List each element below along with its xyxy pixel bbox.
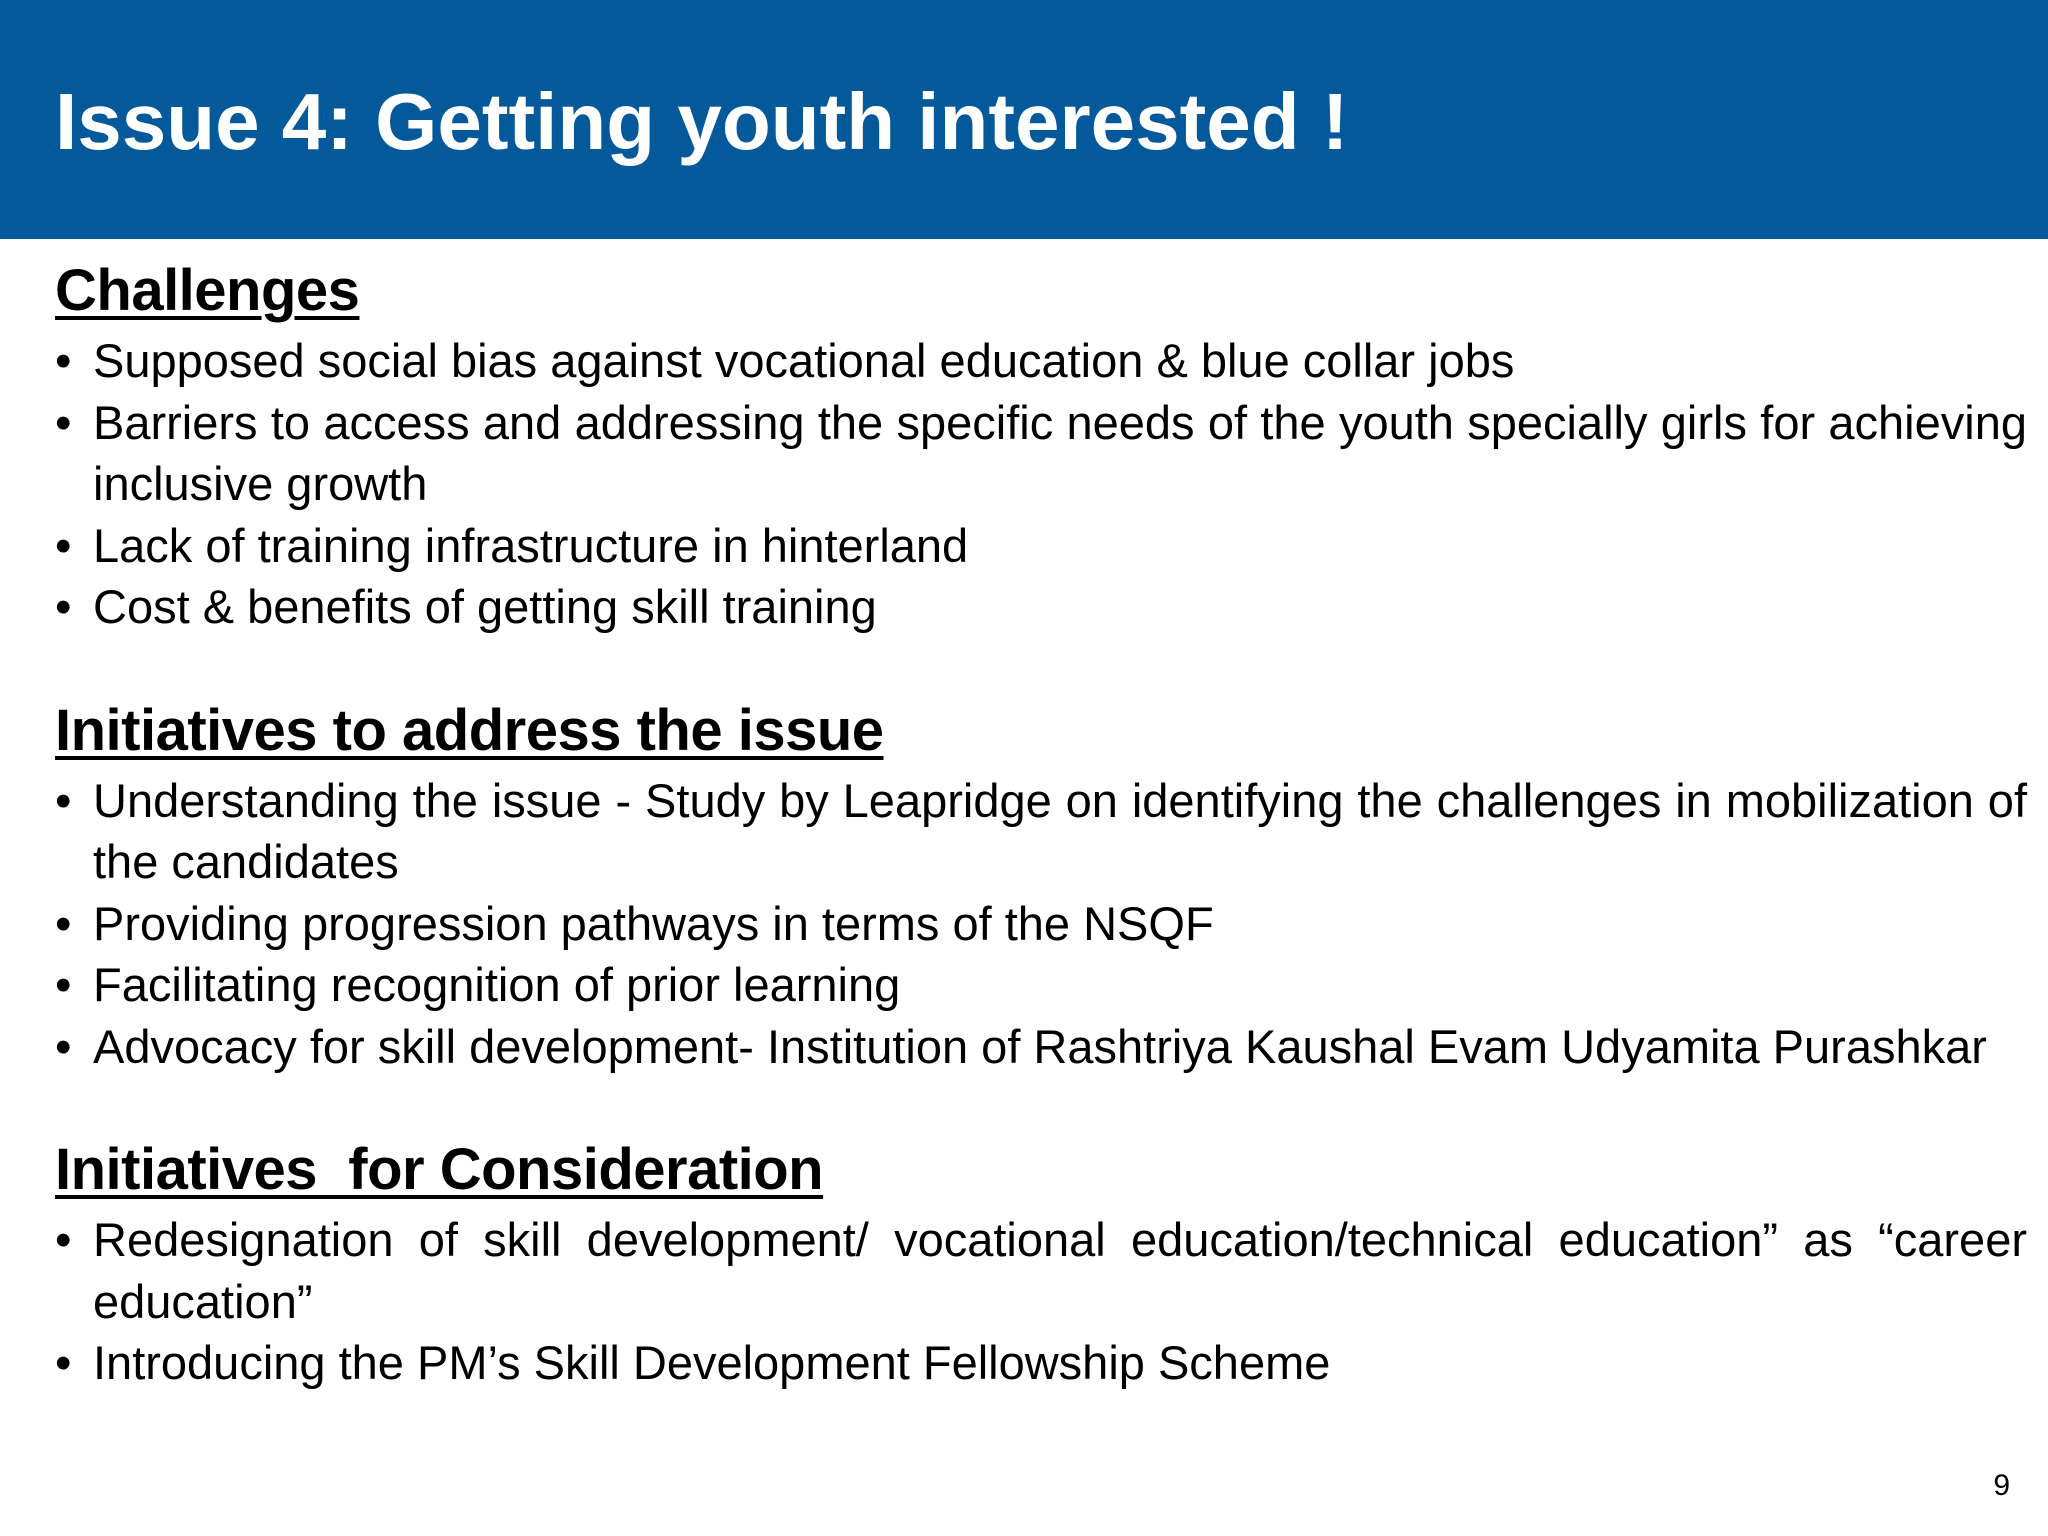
bullet-icon: • xyxy=(55,1213,72,1266)
section-heading-initiatives-consideration: Initiatives for Consideration xyxy=(55,1137,824,1202)
list-item-text: Barriers to access and addressing the specific needs of the youth specially girls for achieving inclusive growth xyxy=(93,395,2027,510)
slide-title: Issue 4: Getting youth interested ! xyxy=(55,77,1349,166)
list-item-text: Cost & benefits of getting skill training xyxy=(93,580,877,633)
title-bar xyxy=(0,0,2048,239)
bullet-icon: • xyxy=(55,518,72,572)
list-item-text: Introducing the PM’s Skill Development Fellowship Scheme xyxy=(93,1336,1331,1389)
bullet-list-challenges xyxy=(55,330,2027,638)
list-item xyxy=(55,1016,2027,1078)
list-item-text: Advocacy for skill development- Institution of Rashtriya Kaushal Evam Udyamita Purashkar xyxy=(93,1019,1987,1073)
section-heading-challenges: Challenges xyxy=(55,258,360,323)
bullet-list-initiatives-consideration xyxy=(55,1209,2027,1394)
bullet-icon: • xyxy=(55,580,72,633)
list-item-text: Redesignation of skill development/ vocational education/technical education” as “career education” xyxy=(93,1213,2027,1328)
section-initiatives-address xyxy=(55,694,2027,1078)
bullet-icon: • xyxy=(55,395,72,449)
list-item-text: Understanding the issue - Study by Leapridge on identifying the challenges in mobilization of the candidates xyxy=(93,773,2027,888)
bullet-icon: • xyxy=(55,896,72,950)
slide-content xyxy=(55,254,2027,1394)
bullet-list-initiatives-address xyxy=(55,770,2027,1078)
list-item xyxy=(55,893,2027,955)
list-item-text: Facilitating recognition of prior learning xyxy=(93,958,901,1011)
list-item xyxy=(55,1209,2027,1332)
list-item xyxy=(55,330,2027,392)
section-challenges xyxy=(55,254,2027,638)
section-heading-initiatives-address: Initiatives to address the issue xyxy=(55,697,884,763)
bullet-icon: • xyxy=(55,1019,72,1073)
list-item xyxy=(55,770,2027,893)
list-item-text: Lack of training infrastructure in hinterland xyxy=(93,518,969,572)
list-item xyxy=(55,515,2027,577)
bullet-icon: • xyxy=(55,958,72,1011)
bullet-icon: • xyxy=(55,773,72,827)
list-item-text: Supposed social bias against vocational education & blue collar jobs xyxy=(93,334,1515,387)
list-item xyxy=(55,954,2027,1016)
page-number: 9 xyxy=(1993,1469,2010,1502)
bullet-icon: • xyxy=(55,334,72,387)
list-item-text: Providing progression pathways in terms of the NSQF xyxy=(93,896,1214,950)
list-item xyxy=(55,576,2027,638)
list-item xyxy=(55,392,2027,515)
list-item xyxy=(55,1332,2027,1394)
section-initiatives-consideration xyxy=(55,1133,2027,1394)
bullet-icon: • xyxy=(55,1336,72,1389)
